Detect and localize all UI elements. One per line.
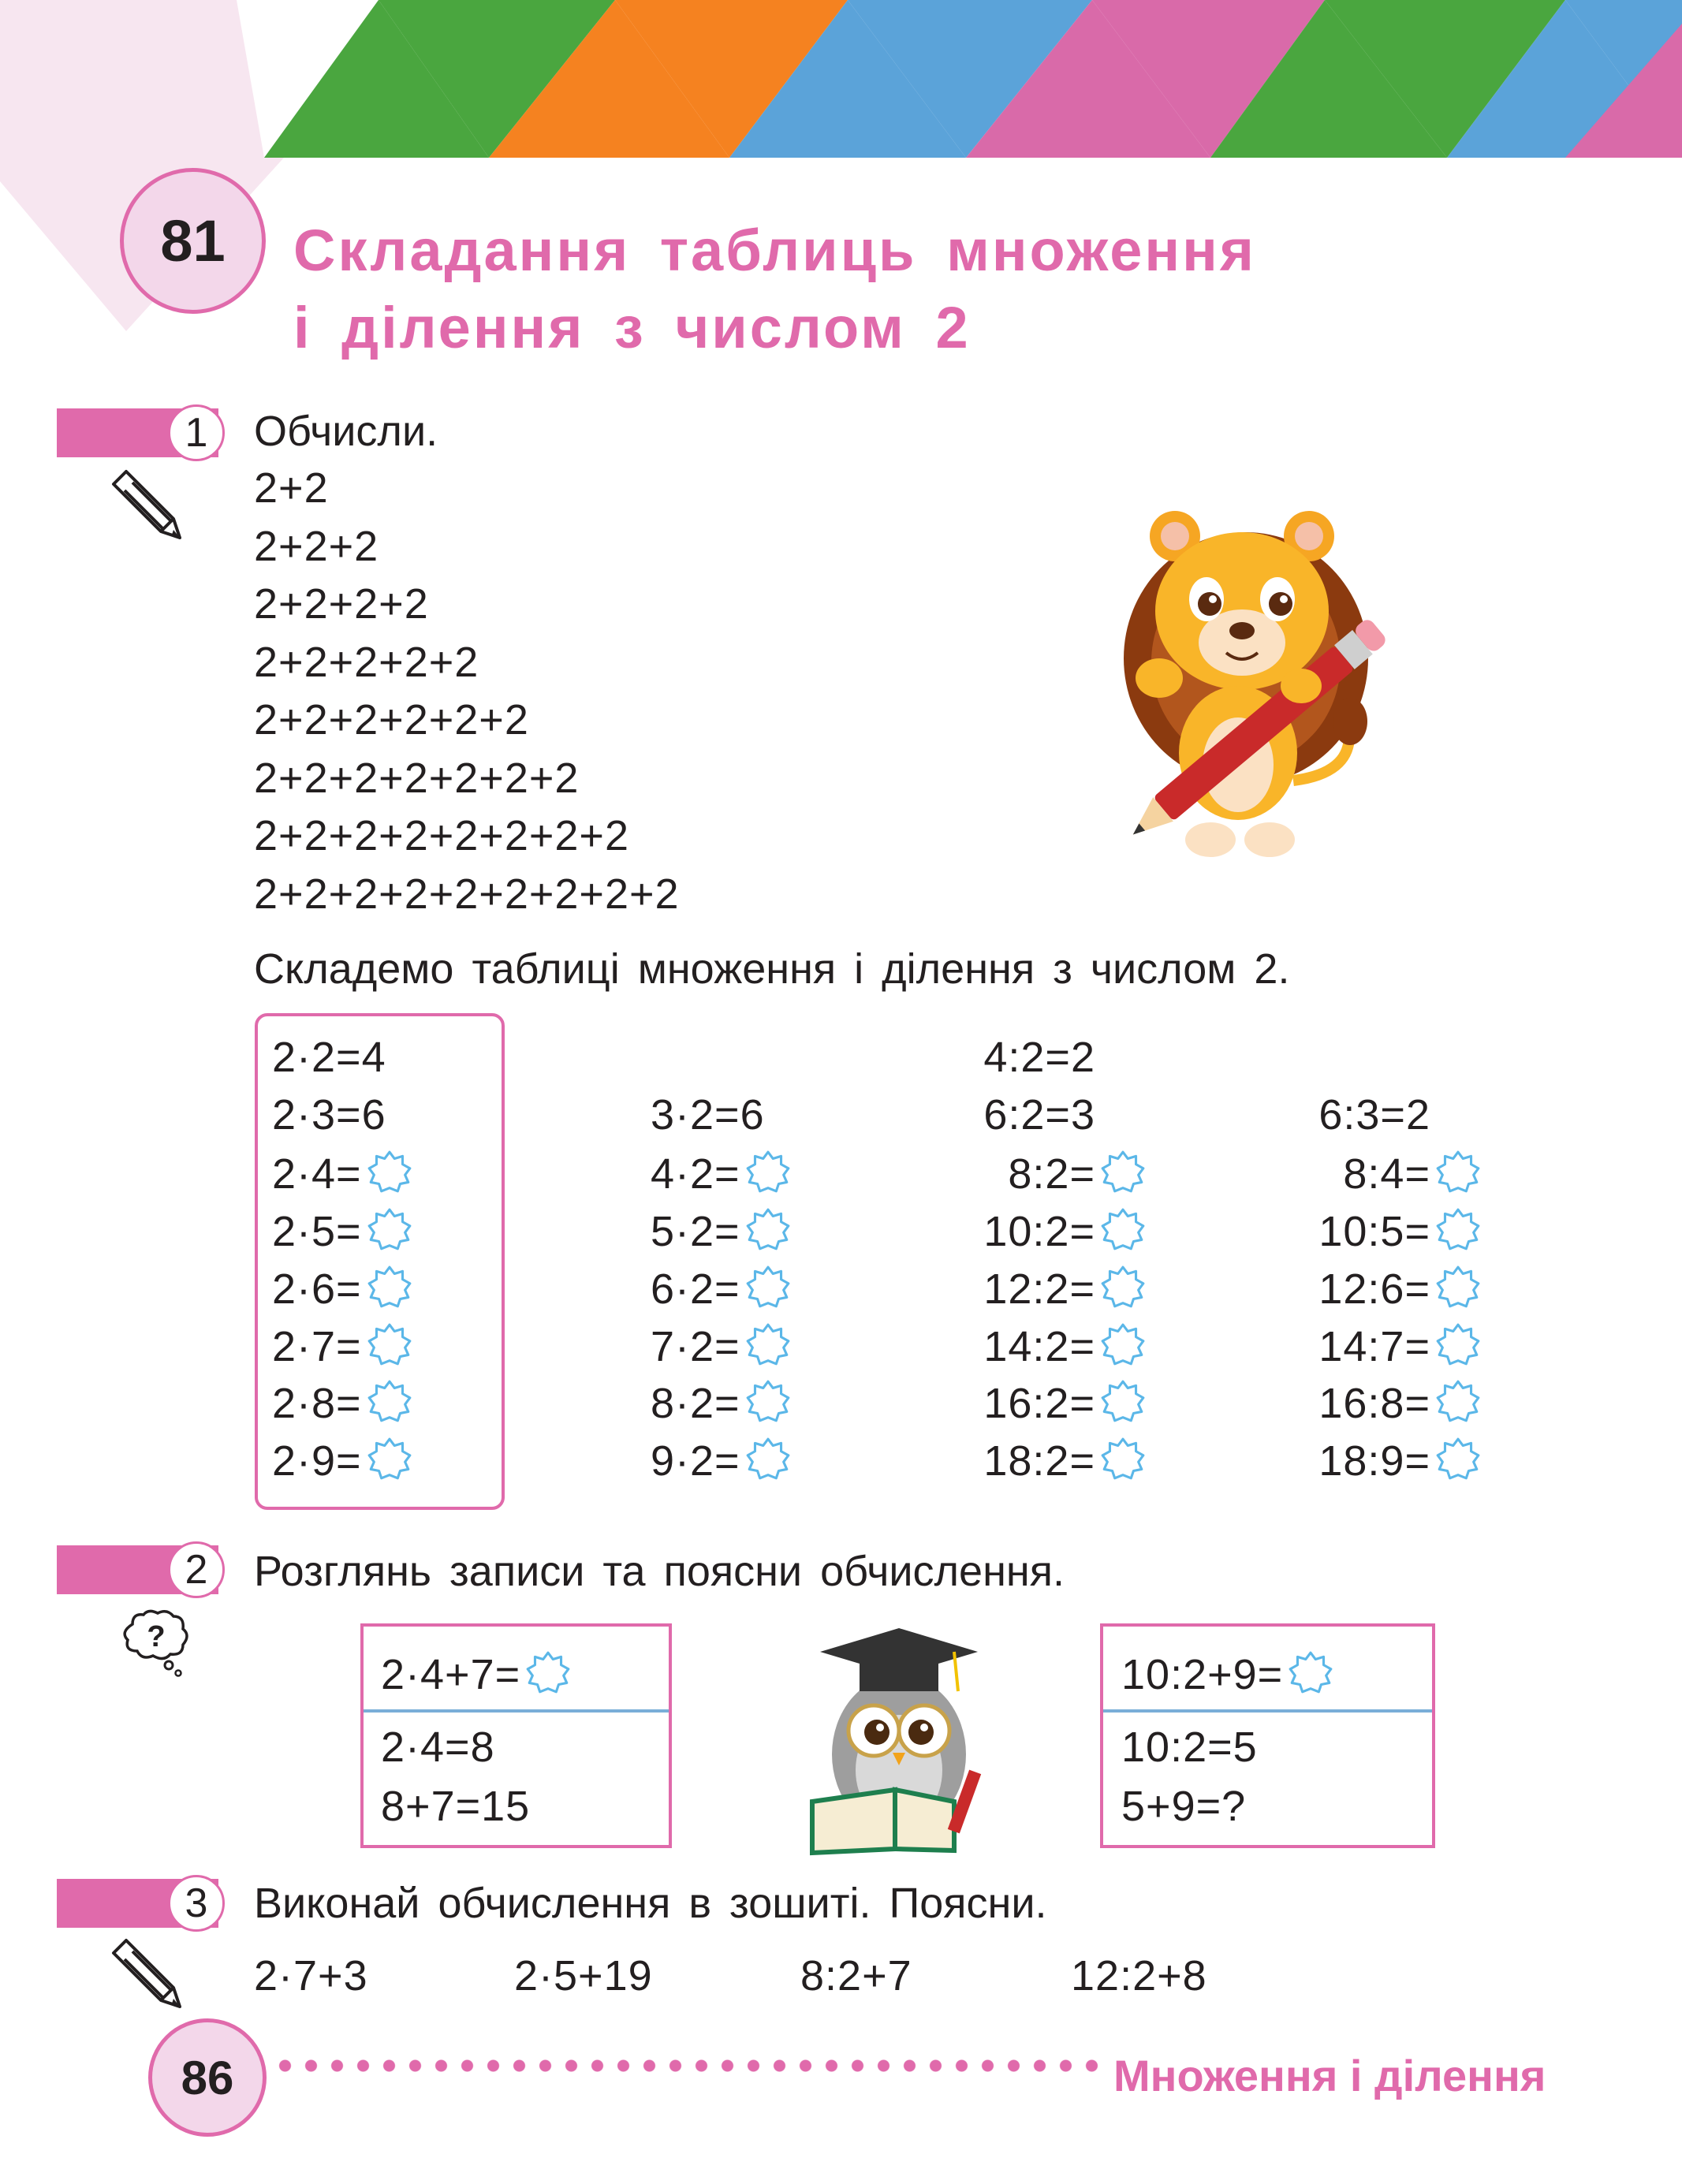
table-entry: 14:7= xyxy=(1318,1320,1482,1371)
sum-expression: 2+2+2+2+2+2 xyxy=(254,696,529,744)
answer-star-icon xyxy=(1434,1262,1482,1311)
sum-expression: 2+2+2+2+2+2+2+2 xyxy=(254,812,630,859)
table-entry: 9·2= xyxy=(651,1434,793,1485)
pencil-icon xyxy=(109,1936,188,2014)
table-entry: 12:2= xyxy=(983,1262,1147,1314)
task3-expression: 12:2+8 xyxy=(1071,1952,1207,2000)
card1-line1: 2·4=8 xyxy=(381,1724,495,1771)
page-number-badge: 86 xyxy=(148,2018,267,2137)
table-entry: 2·4= xyxy=(272,1147,414,1198)
table-entry: 4·2= xyxy=(651,1147,793,1198)
table-entry: 18:2= xyxy=(983,1434,1147,1485)
table-entry: 16:2= xyxy=(983,1377,1147,1428)
answer-star-icon xyxy=(1286,1648,1335,1697)
lesson-title-line1: Складання таблиць множення xyxy=(293,218,1256,283)
table-entry: 8:4= xyxy=(1343,1147,1482,1198)
answer-star-icon xyxy=(1098,1262,1147,1311)
answer-star-icon xyxy=(744,1434,793,1483)
answer-star-icon xyxy=(1098,1377,1147,1426)
table-entry: 8:2= xyxy=(1008,1147,1147,1198)
svg-text:?: ? xyxy=(147,1620,166,1653)
answer-star-icon xyxy=(1098,1434,1147,1483)
lesson-title-line2: і ділення з числом 2 xyxy=(293,295,971,360)
answer-star-icon xyxy=(1434,1147,1482,1196)
table-entry: 6:3=2 xyxy=(1318,1090,1430,1139)
table-entry: 8·2= xyxy=(651,1377,793,1428)
task3-number: 3 xyxy=(168,1875,225,1932)
sum-expression: 2+2+2 xyxy=(254,522,379,570)
task1-number: 1 xyxy=(168,404,225,461)
answer-star-icon xyxy=(1434,1320,1482,1369)
table-entry: 2·6= xyxy=(272,1262,414,1314)
answer-star-icon xyxy=(744,1205,793,1254)
task3-expression: 2·7+3 xyxy=(254,1952,368,2000)
table-entry: 7·2= xyxy=(651,1320,793,1371)
table-entry: 10:5= xyxy=(1318,1205,1482,1256)
answer-star-icon xyxy=(365,1377,414,1426)
table-entry: 2·3=6 xyxy=(272,1090,386,1139)
card1-line2: 8+7=15 xyxy=(381,1783,531,1830)
sum-expression: 2+2+2+2+2+2+2 xyxy=(254,754,580,802)
table-entry: 10:2= xyxy=(983,1205,1147,1256)
table-entry: 2·7= xyxy=(272,1320,414,1371)
answer-star-icon xyxy=(524,1648,572,1697)
answer-star-icon xyxy=(744,1320,793,1369)
answer-star-icon xyxy=(744,1377,793,1426)
card2-head-expression: 10:2+9= xyxy=(1121,1648,1335,1699)
lesson-number-badge: 81 xyxy=(120,168,266,314)
table-entry: 14:2= xyxy=(983,1320,1147,1371)
question-bubble-icon xyxy=(117,1608,196,1679)
task2-number: 2 xyxy=(168,1541,225,1598)
table-entry: 2·5= xyxy=(272,1205,414,1256)
top-banner xyxy=(0,0,1682,158)
owl-with-book-illustration xyxy=(804,1620,994,1857)
footer-dotted-line xyxy=(272,2056,1100,2075)
table-entry: 2·2=4 xyxy=(272,1034,386,1081)
pencil-icon xyxy=(109,467,188,546)
sum-expression: 2+2 xyxy=(254,464,329,512)
answer-star-icon xyxy=(1098,1205,1147,1254)
task3-instruction: Виконай обчислення в зошиті. Поясни. xyxy=(254,1880,1047,1927)
table-entry: 2·8= xyxy=(272,1377,414,1428)
answer-star-icon xyxy=(365,1320,414,1369)
answer-star-icon xyxy=(744,1262,793,1311)
card1-head-expression: 2·4+7= xyxy=(381,1648,572,1699)
sum-expression: 2+2+2+2 xyxy=(254,580,429,628)
table-entry: 12:6= xyxy=(1318,1262,1482,1314)
answer-star-icon xyxy=(365,1205,414,1254)
table-entry: 18:9= xyxy=(1318,1434,1482,1485)
table-entry: 2·9= xyxy=(272,1434,414,1485)
tables-intro: Складемо таблиці множення і ділення з числом 2. xyxy=(254,945,1290,993)
answer-star-icon xyxy=(1434,1377,1482,1426)
lion-with-pencil-illustration xyxy=(1072,473,1388,867)
table-entry: 6:2=3 xyxy=(983,1090,1095,1139)
task2-instruction: Розглянь записи та поясни обчислення. xyxy=(254,1548,1065,1595)
card2-line1: 10:2=5 xyxy=(1121,1724,1258,1771)
answer-star-icon xyxy=(365,1147,414,1196)
table-entry: 3·2=6 xyxy=(651,1090,765,1139)
answer-star-icon xyxy=(365,1434,414,1483)
answer-star-icon xyxy=(365,1262,414,1311)
footer-section-title: Множення і ділення xyxy=(1113,2051,1546,2100)
table-entry: 5·2= xyxy=(651,1205,793,1256)
task3-expression: 8:2+7 xyxy=(800,1952,912,2000)
table-entry: 4:2=2 xyxy=(983,1034,1095,1081)
table-entry: 6·2= xyxy=(651,1262,793,1314)
task3-expression: 2·5+19 xyxy=(514,1952,653,2000)
answer-star-icon xyxy=(744,1147,793,1196)
task1-instruction: Обчисли. xyxy=(254,408,438,455)
card2-line2: 5+9=? xyxy=(1121,1783,1247,1830)
table-entry: 16:8= xyxy=(1318,1377,1482,1428)
answer-star-icon xyxy=(1098,1147,1147,1196)
answer-star-icon xyxy=(1098,1320,1147,1369)
sum-expression: 2+2+2+2+2+2+2+2+2 xyxy=(254,870,680,918)
sum-expression: 2+2+2+2+2 xyxy=(254,638,479,686)
answer-star-icon xyxy=(1434,1434,1482,1483)
answer-star-icon xyxy=(1434,1205,1482,1254)
